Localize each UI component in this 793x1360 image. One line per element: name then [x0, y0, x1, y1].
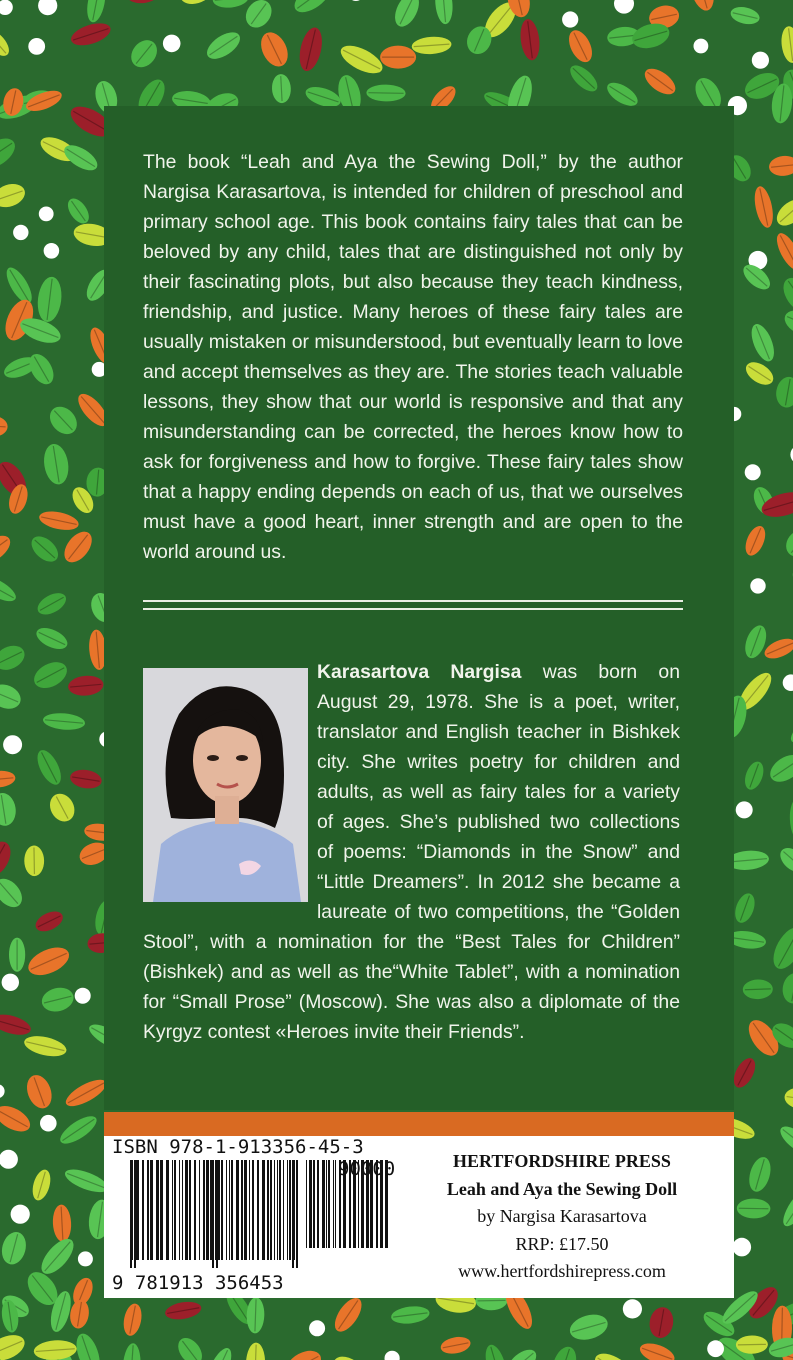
- publisher-block: [412, 1148, 712, 1286]
- book-title: Leah and Aya the Sewing Doll: [446, 1178, 678, 1199]
- barcode-price-code: 90000: [338, 1158, 396, 1180]
- publisher-name: HERTFORDSHIRE PRESS: [453, 1151, 671, 1171]
- divider-line-top: [143, 600, 683, 602]
- book-description: The book “Leah and Aya the Sewing Doll,” by the author Nargisa Karasartova, is intended for children of preschool and primary school age. This book contains fairy tales that can be beloved by any child, tales that are distinguished not only by their fascinating plots, but also because they teach kindness, friendship, and justice. Many heroes of these fairy tales are usually mistaken or misunderstood, but eventually learn to love and accept themselves as they are. The stories teach valuable lessons, they show that our world is responsive and that any misunderstanding can be corrected, the heroes know how to ask for forgiveness and how to forgive. These fairy tales show that a happy ending depends on each of us, that we ourselves must have a good heart, inner strength and are open to the world around us.: [143, 151, 683, 563]
- isbn-label: ISBN 978-1-913356-45-3: [112, 1136, 364, 1158]
- orange-band: [104, 1112, 734, 1136]
- barcode-digits: 9 781913 356453: [112, 1272, 284, 1294]
- author-name: Karasartova Nargisa: [317, 661, 522, 683]
- book-author: by Nargisa Karasartova: [477, 1206, 647, 1226]
- book-price: RRP: £17.50: [515, 1233, 609, 1254]
- author-bio: [143, 657, 680, 1047]
- publisher-url: www.hertfordshirepress.com: [458, 1261, 666, 1281]
- author-bio-text: was born on August 29, 1978. She is a poet, writer, translator and English teacher in Bishkek city. She writes poetry for children and adults, as well as fairy tales for a variety of ages. She’s published two collections of poems: “Diamonds in the Snow” and “Little Dreamers”. In 2012 she became a laureate of two competitions, the “Golden Stool”, with a nomination for the “Best Tales for Children” (Bishkek) and as well as the“White Tablet”, with a nomination for “Small Prose” (Moscow). She was also a diplomate of the Kyrgyz contest «Heroes invite their Friends”.: [143, 661, 680, 1043]
- divider-line-bottom: [143, 608, 683, 610]
